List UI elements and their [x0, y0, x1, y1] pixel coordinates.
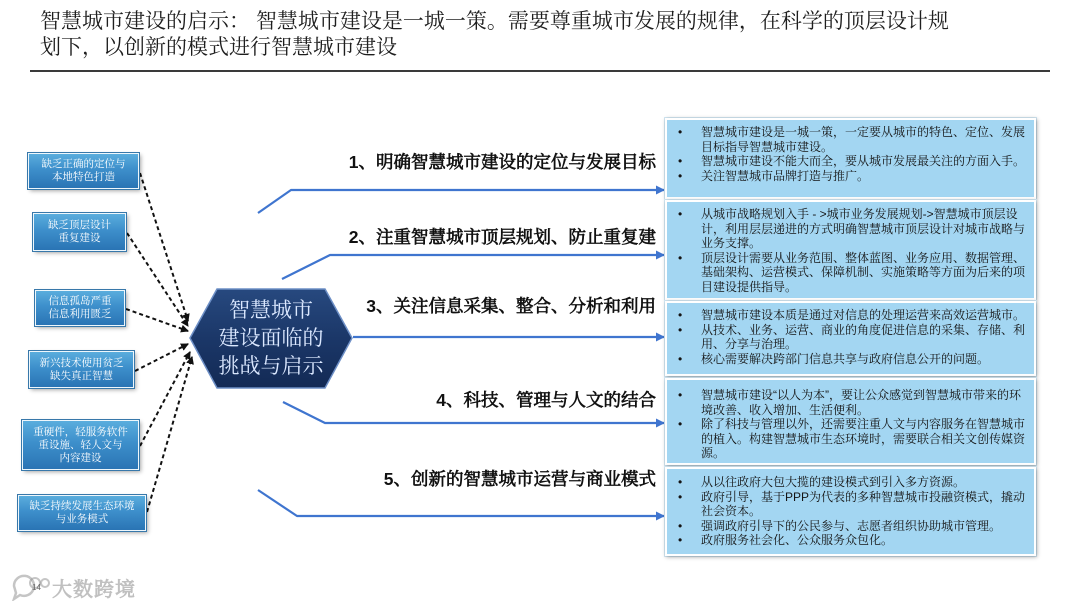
bullet-list — [667, 207, 1028, 294]
challenge-line: 缺乏顶层设计 — [48, 219, 111, 231]
strategy-detail-box-2 — [665, 200, 1036, 300]
challenge-line: 重设施、轻人文与 — [38, 438, 123, 451]
dashed-arrow-1 — [140, 173, 188, 321]
bullet-item: • 智慧城市建设本质是通过对信息的处理运营来高效运营城市。 — [701, 308, 1028, 323]
challenge-line: 信息利用匮乏 — [48, 308, 112, 320]
bullet-item: • 除了科技与管理以外，还需要注重人文与内容服务在智慧城市的植入。构建智慧城市生态环境时，需要联合相关文创传媒资源。 — [701, 417, 1028, 461]
dashed-arrow-4 — [135, 344, 188, 371]
challenge-box-5 — [22, 420, 139, 470]
strategy-heading-2: 2、注重智慧城市顶层规划、防止重复建 — [348, 227, 656, 247]
challenge-line: 与业务模式 — [55, 513, 109, 525]
bullet-list — [667, 125, 1028, 183]
bullet-item: • 政府服务社会化、公众服务众包化。 — [701, 533, 1028, 548]
challenge-box-1 — [28, 153, 139, 189]
bullet-item: • 政府引导，基于PPP为代表的多种智慧城市投融资模式，撬动社会资本。 — [701, 490, 1028, 519]
challenge-line: 缺失真正智慧 — [50, 369, 113, 382]
challenge-line: 信息孤岛严重 — [48, 295, 112, 307]
challenge-line: 本地特色打造 — [52, 171, 115, 183]
center-label-line: 智慧城市 — [229, 298, 313, 322]
center-hexagon-label — [190, 289, 352, 388]
bullet-list — [667, 475, 1028, 548]
bullet-list — [667, 308, 1028, 366]
strategy-heading-5: 5、创新的智慧城市运营与商业模式 — [383, 469, 656, 489]
bullet-item: • 核心需要解决跨部门信息共享与政府信息公开的问题。 — [701, 352, 1028, 367]
slide-title-line: 划下，以创新的模式进行智慧城市建设 — [40, 36, 397, 59]
bullet-item: • 智慧城市建设“以人为本”，要让公众感觉到智慧城市带来的环境改善、收入增加、生活便利。 — [701, 388, 1028, 417]
dashed-arrow-6 — [147, 357, 192, 512]
bullet-item: • 强调政府引导下的公民参与、志愿者组织协助城市管理。 — [701, 519, 1028, 534]
bullet-item: • 顶层设计需要从业务范围、整体蓝图、业务应用、数据管理、基础架构、运营模式、保障机制、实施策略等方面为后来的项目建设提供指导。 — [701, 251, 1028, 295]
strategy-detail-box-3 — [665, 301, 1036, 376]
watermark-text: 大数跨境 — [52, 579, 136, 601]
blue-arrow-2 — [282, 255, 664, 279]
strategy-detail-box-4 — [665, 378, 1036, 465]
slide-title-line: 智慧城市建设的启示： 智慧城市建设是一城一策。需要尊重城市发展的规律，在科学的顶层设计规 — [40, 10, 949, 33]
challenge-box-4 — [29, 351, 134, 388]
center-label-line: 挑战与启示 — [218, 354, 324, 378]
bullet-item: • 关注智慧城市品牌打造与推广。 — [701, 169, 1028, 184]
bullet-item: • 从以往政府大包大揽的建设模式到引入多方资源。 — [701, 475, 1028, 490]
blue-arrow-5 — [258, 490, 664, 516]
blue-arrow-1 — [258, 190, 664, 213]
strategy-detail-box-5 — [665, 467, 1036, 556]
challenge-box-3 — [35, 290, 125, 326]
center-label-line: 建设面临的 — [218, 326, 324, 350]
challenge-line: 内容建设 — [59, 451, 102, 464]
page-number: 14 — [32, 583, 41, 592]
strategy-heading-3: 3、关注信息采集、整合、分析和利用 — [366, 296, 656, 316]
bullet-item: • 智慧城市建设是一城一策，一定要从城市的特色、定位、发展目标指导智慧城市建设。 — [701, 125, 1028, 154]
challenge-line: 新兴技术使用贫乏 — [39, 356, 124, 369]
bullet-item: • 从技术、业务、运营、商业的角度促进信息的采集、存储、利用、分享与治理。 — [701, 323, 1028, 352]
strategy-heading-4: 4、科技、管理与人文的结合 — [436, 390, 656, 410]
challenge-line: 重复建设 — [58, 232, 101, 244]
watermark-logo-icon — [8, 571, 50, 601]
bullet-item: • 从城市战略规划入手 - >城市业务发展规划->智慧城市顶层设计，利用层层递进的方式明确智慧城市顶层设计对城市战略与业务支撑。 — [701, 207, 1028, 251]
challenge-box-6 — [18, 495, 146, 531]
challenge-line: 重硬件，轻服务软件 — [33, 425, 128, 438]
bullet-item: • 智慧城市建设不能大而全，要从城市发展最关注的方面入手。 — [701, 154, 1028, 169]
challenge-box-2 — [33, 213, 126, 251]
challenge-line: 缺乏正确的定位与 — [41, 158, 126, 170]
strategy-detail-box-1 — [665, 118, 1036, 199]
dashed-arrow-5 — [140, 352, 190, 446]
strategy-heading-1: 1、明确智慧城市建设的定位与发展目标 — [348, 152, 656, 172]
bullet-list — [667, 388, 1028, 461]
challenge-line: 缺乏持续发展生态环境 — [29, 500, 135, 512]
